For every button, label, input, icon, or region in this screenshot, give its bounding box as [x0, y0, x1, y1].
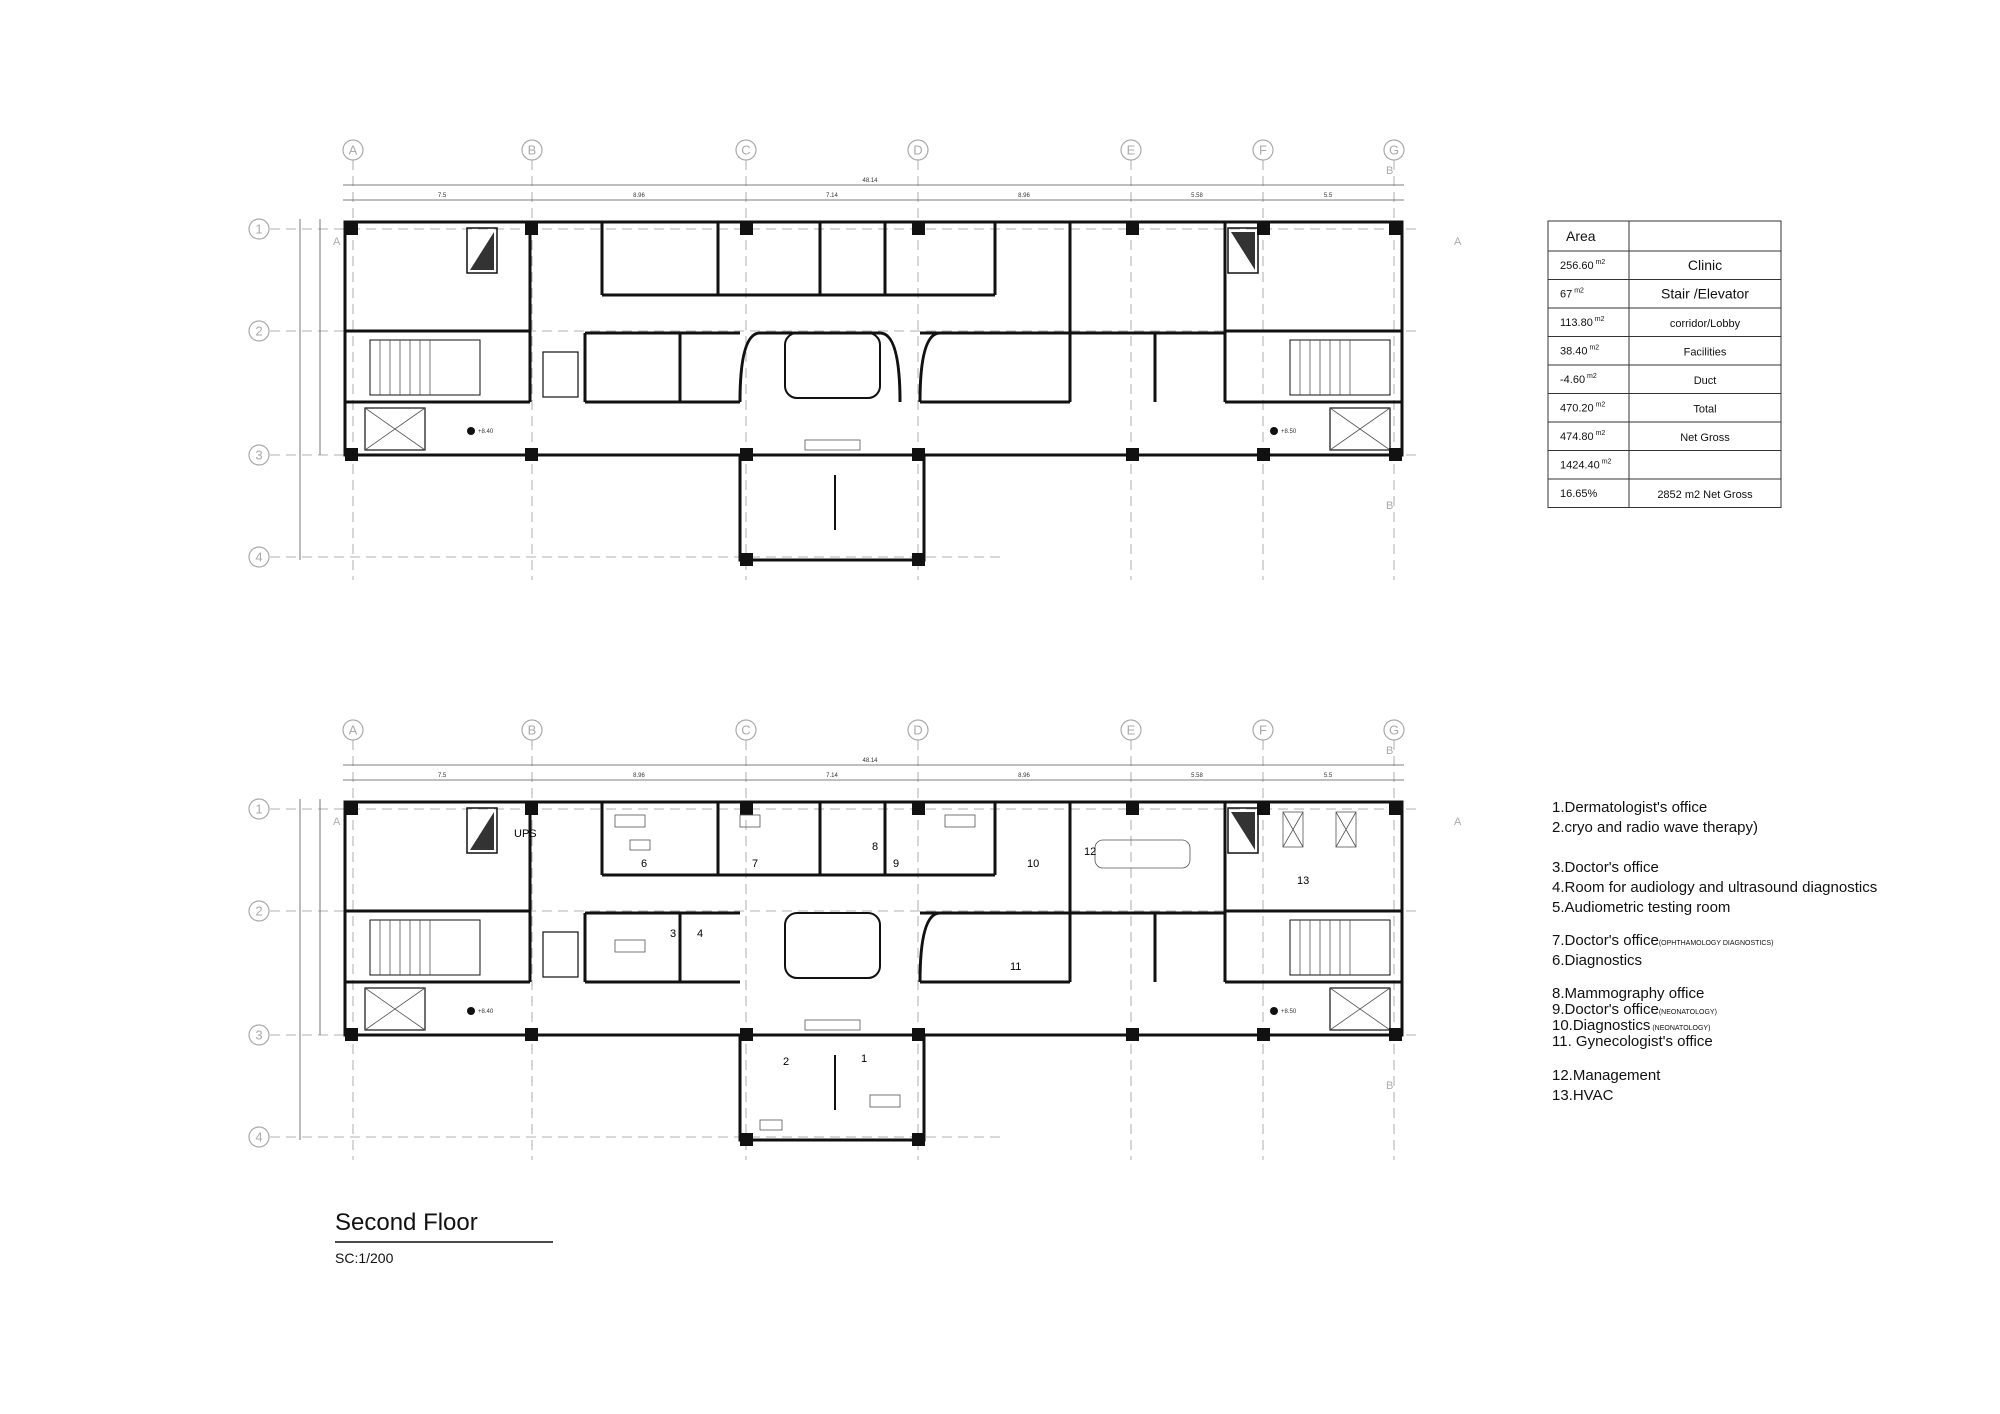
- table-area-value: 256.60 $^{m2}$: [1560, 259, 1606, 272]
- grid-label: A: [348, 722, 358, 738]
- room-number: 9: [893, 858, 900, 870]
- legend-item: 12.Management: [1552, 1067, 1661, 1084]
- grid-label: 2: [255, 903, 263, 919]
- grid-label: F: [1259, 722, 1267, 738]
- table-area-label: Total: [1693, 403, 1717, 416]
- drawing-scale: SC:1/200: [335, 1250, 394, 1266]
- room-legend: [1552, 799, 1877, 1104]
- table-area-label: Net Gross: [1680, 432, 1730, 444]
- table-area-label: Facilities: [1683, 346, 1727, 359]
- bay-dimension: 5.5: [1323, 193, 1333, 199]
- legend-item: 13.HVAC: [1552, 1087, 1614, 1104]
- room-number: 2: [783, 1056, 790, 1068]
- table-header-label: Area: [1566, 228, 1596, 244]
- grid-label: 4: [255, 549, 263, 565]
- level-marks: [467, 1007, 1297, 1015]
- room-number: 12: [1084, 846, 1097, 858]
- table-area-value: 38.40 $^{m2}$: [1560, 344, 1600, 358]
- bay-dimension: 7.14: [826, 773, 838, 779]
- table-area-label: 2852 m2 Net Gross: [1657, 489, 1753, 501]
- grid-bubbles-rows: [249, 799, 269, 1147]
- bay-dimension: 7.14: [826, 193, 838, 199]
- title-block: [335, 1209, 553, 1266]
- bay-dimension: 8.96: [1018, 193, 1030, 199]
- grid-bubbles-rows: [249, 219, 269, 567]
- legend-item: 4.Room for audiology and ultrasound diagnostics: [1552, 879, 1878, 896]
- section-marks: [333, 165, 1462, 512]
- grid-label: G: [1388, 142, 1400, 158]
- legend-item: 3.Doctor's office: [1552, 859, 1659, 876]
- bay-dimension: 8.96: [633, 193, 645, 199]
- grid-label: A: [348, 142, 358, 158]
- room-number: 11: [1010, 961, 1022, 973]
- grid-label: 3: [255, 447, 263, 463]
- table-area-value: 16.65%: [1560, 488, 1598, 500]
- grid-label: F: [1259, 142, 1267, 158]
- stair-core-right: [1290, 340, 1390, 450]
- table-row-cell: [1629, 451, 1781, 480]
- table-header-cell: [1629, 221, 1781, 251]
- grid-label: B: [527, 722, 537, 738]
- room-number: 4: [697, 928, 704, 940]
- table-area-value: -4.60 $^{m2}$: [1560, 373, 1597, 386]
- section-mark-label: B: [1386, 745, 1394, 757]
- grid-label: B: [527, 142, 537, 158]
- section-mark-label: A: [333, 236, 341, 248]
- level-mark: +8.50: [1281, 1009, 1297, 1015]
- table-area-label: corridor/Lobby: [1669, 318, 1741, 330]
- bay-dimension: 5.58: [1191, 193, 1203, 199]
- grid-label: G: [1388, 722, 1400, 738]
- level-mark: +8.40: [478, 429, 494, 435]
- grid-label: 4: [255, 1129, 263, 1145]
- table-area-value: 1424.40 $^{m2}$: [1560, 458, 1612, 472]
- section-mark-label: B: [1386, 1080, 1394, 1092]
- grid-label: E: [1126, 722, 1136, 738]
- level-marks: [467, 427, 1297, 435]
- grid-label: C: [741, 142, 751, 158]
- legend-item: 1.Dermatologist's office: [1552, 799, 1708, 816]
- bay-dimension: 7.5: [437, 773, 447, 779]
- legend-item: 2.cryo and radio wave therapy): [1552, 819, 1758, 836]
- bay-dimension: 8.96: [633, 773, 645, 779]
- floor-plan-furnished: [249, 720, 1462, 1160]
- legend-item: 6.Diagnostics: [1552, 952, 1643, 969]
- room-number: 3: [670, 928, 677, 940]
- grid-label: 1: [255, 221, 263, 237]
- table-area-label: Stair /Elevator: [1661, 285, 1749, 302]
- grid-label: D: [913, 142, 923, 158]
- section-mark-label: A: [1454, 816, 1462, 828]
- legend-item: 7.Doctor's office(OPHTHAMOLOGY DIAGNOSTICS): [1552, 932, 1774, 949]
- table-area-value: 67 $^{m2}$: [1560, 287, 1584, 301]
- section-mark-label: A: [1454, 236, 1462, 248]
- overall-dimension: 48.14: [862, 178, 878, 184]
- legend-item: 5.Audiometric testing room: [1552, 899, 1731, 916]
- grid-label: C: [741, 722, 751, 738]
- grid-label: 3: [255, 1027, 263, 1043]
- grid-label: 1: [255, 801, 263, 817]
- stair-core-right: [1290, 920, 1390, 1030]
- section-mark-label: A: [333, 816, 341, 828]
- grid-bubbles-columns: [343, 140, 1404, 160]
- floor-plan-dimensioned: [249, 140, 1462, 580]
- ups-label: UPS: [514, 828, 537, 840]
- bay-dimension: 5.5: [1323, 773, 1333, 779]
- grid-bubbles-columns: [343, 720, 1404, 740]
- level-mark: +8.50: [1281, 429, 1297, 435]
- legend-item: 8.Mammography office: [1552, 985, 1705, 1002]
- section-mark-label: B: [1386, 500, 1394, 512]
- section-marks: [333, 745, 1462, 1092]
- table-area-value: 470.20 $^{m2}$: [1560, 401, 1606, 415]
- grid-label: E: [1126, 142, 1136, 158]
- room-number: 8: [872, 841, 879, 853]
- room-number: 6: [641, 858, 648, 870]
- table-area-value: 474.80 $^{m2}$: [1560, 430, 1606, 443]
- room-number: 13: [1297, 875, 1310, 887]
- table-area-label: Duct: [1693, 375, 1717, 387]
- bay-dimension: 7.5: [437, 193, 447, 199]
- stair-core-left: [365, 340, 480, 450]
- grid-label: D: [913, 722, 923, 738]
- legend-item: 10.Diagnostics (NEONATOLOGY): [1552, 1017, 1711, 1034]
- table-area-label: Clinic: [1687, 257, 1723, 273]
- section-mark-label: B: [1386, 165, 1394, 177]
- level-mark: +8.40: [478, 1009, 494, 1015]
- drawing-title: Second Floor: [335, 1209, 478, 1236]
- grid-label: 2: [255, 323, 263, 339]
- room-numbers: [514, 828, 1309, 1068]
- room-number: 7: [752, 858, 759, 870]
- table-area-value: 113.80 $^{m2}$: [1560, 316, 1605, 329]
- room-number: 10: [1027, 858, 1040, 870]
- furniture: [615, 812, 1356, 1130]
- bay-dimension: 8.96: [1018, 773, 1030, 779]
- stair-core-left: [365, 920, 480, 1030]
- room-number: 1: [861, 1053, 868, 1065]
- legend-item: 9.Doctor's office(NEONATOLOGY): [1552, 1001, 1717, 1018]
- legend-item: 11. Gynecologist's office: [1552, 1033, 1713, 1050]
- bay-dimension: 5.58: [1191, 773, 1203, 779]
- area-table: [1548, 221, 1781, 508]
- overall-dimension: 48.14: [862, 758, 878, 764]
